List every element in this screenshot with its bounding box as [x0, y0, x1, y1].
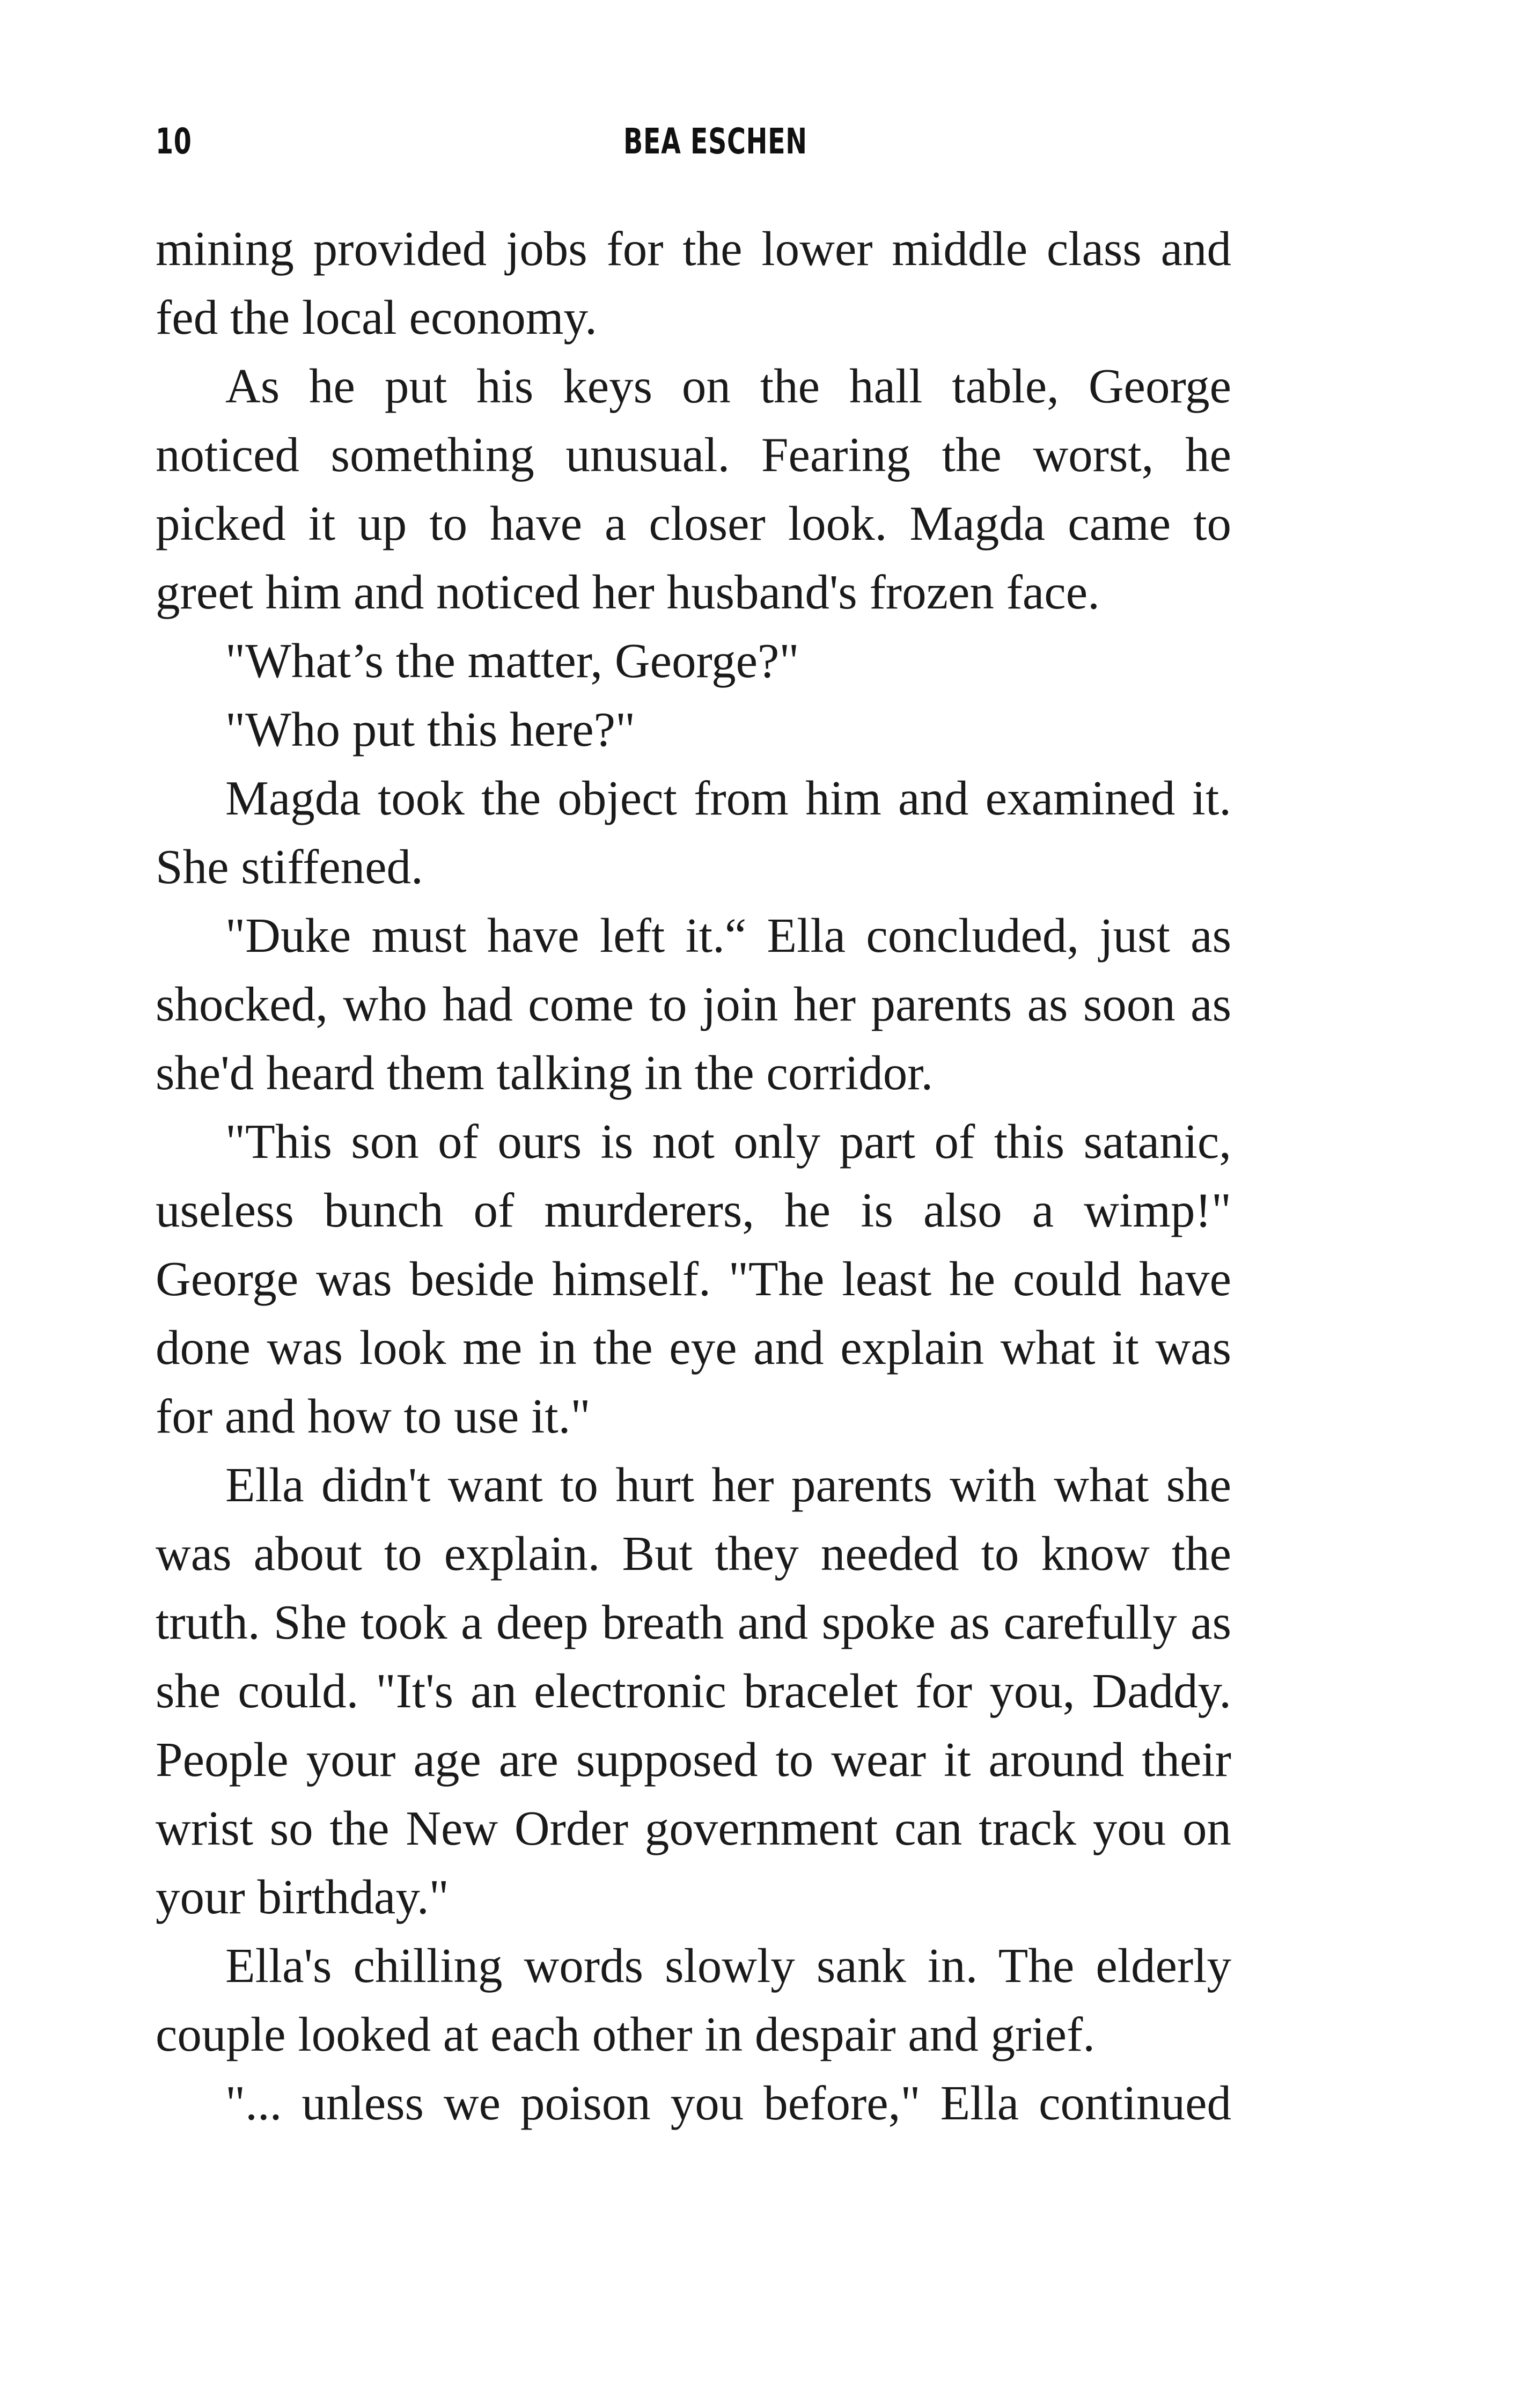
paragraph: "This son of ours is not only part of this satanic, useless bunch of murderers, he is also a wimp!" George was beside himself. "The least he could have done was look me in the eye and explain what it was for and how to use it.": [156, 1114, 1231, 1443]
paragraph: "... unless we poison you before," Ella continued: [225, 2076, 1231, 2130]
paragraph: mining provided jobs for the lower middle class and fed the local economy.: [156, 222, 1231, 344]
paragraph: Ella's chilling words slowly sank in. The elderly couple looked at each other in despair and grief.: [156, 1939, 1231, 2061]
paragraph: Ella didn't want to hurt her parents with what she was about to explain. But they needed to know the truth. She took a deep breath and spoke as carefully as she could. "It's an electronic bracelet for you, Daddy. People your age are supposed to wear it around their wrist so the New Order government can track you on your birthday.": [156, 1458, 1231, 1924]
running-head-author: BEA ESCHEN: [623, 121, 807, 162]
paragraph: "Who put this here?": [225, 702, 636, 757]
body-text: [156, 215, 1231, 2138]
running-header: [0, 121, 1521, 169]
paragraph: As he put his keys on the hall table, George noticed something unusual. Fearing the worst, he picked it up to have a closer look. Magda came to greet him and noticed her husband's frozen face.: [156, 359, 1231, 619]
paragraph: "What’s the matter, George?": [225, 634, 799, 688]
page-number: 10: [156, 121, 192, 162]
paragraph: "Duke must have left it.“ Ella concluded, just as shocked, who had come to join her parents as soon as she'd heard them talking in the corridor.: [156, 908, 1231, 1100]
paragraph: Magda took the object from him and examined it. She stiffened.: [156, 771, 1231, 894]
